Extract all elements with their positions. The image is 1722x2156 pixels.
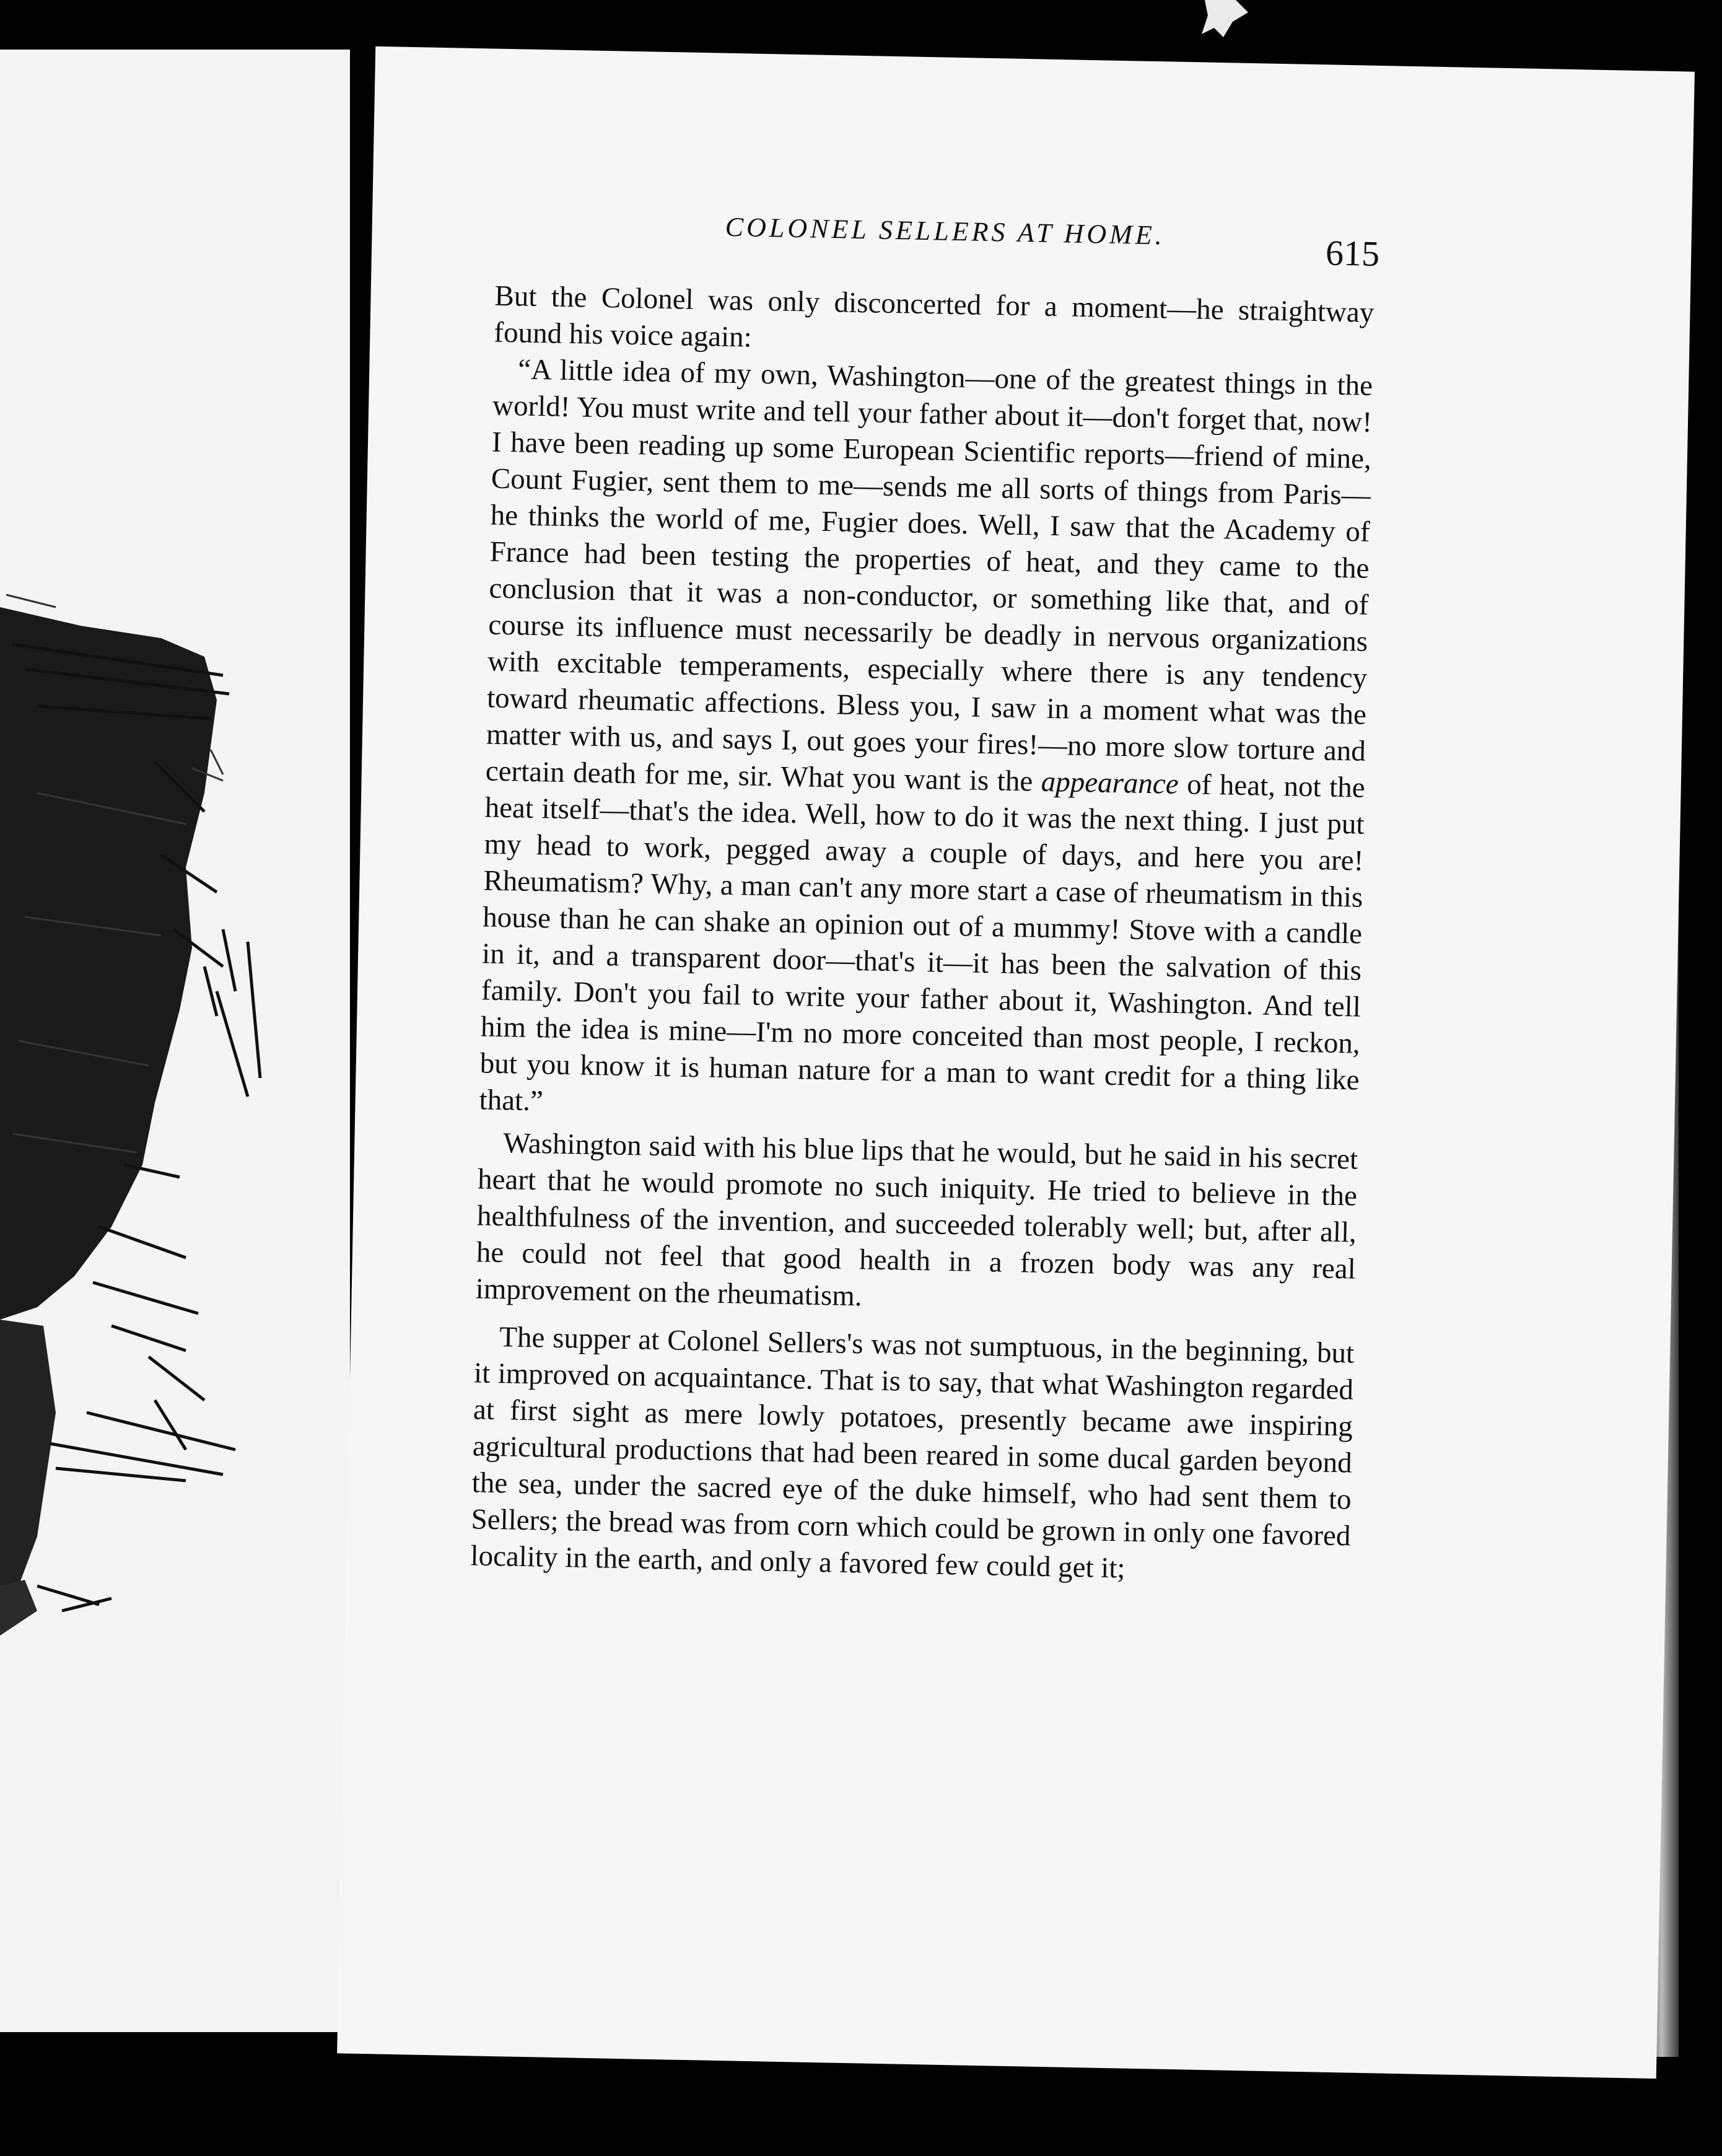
- paragraph: The supper at Colonel Sellers's was not sumptuous, in the beginning, but it improved on acquaintance. That is to say, that what Washington regarded at first sight as mere lowly potatoes, presently became awe inspiring agricultural productions that had been reared in some ducal garden beyond the sea, under the sacred eye of the duke himself, who had sent them to Sellers; the bread was from corn which could be grown in only one favored locality in the earth, and only a favored few could get it;: [470, 1321, 1355, 1585]
- page-number: 615: [1325, 232, 1380, 274]
- left-facing-page: [0, 50, 350, 2032]
- engraving-illustration-fragment: [0, 50, 350, 2032]
- paragraph: “A little idea of my own, Washington—one of the greatest things in the world! You must write and tell your father about it—don't forget that, now! I have been reading up some European Scientific reports—friend of mine, Count Fugier, sent them to me—sends me all sorts of things from Paris—he thinks the world of me, Fugier does. Well, I saw that the Academy of France had been testing the properties of heat, and they came to the conclusion that it was a non-conductor, or something like that, and of course its influence must necessarily be deadly in nervous organizations with excitable temperaments, especially where there is any tendency toward rheumatic affections. Bless you, I saw in a moment what was the matter with us, and says I, out goes your fires!—no more slow torture and certain death for me, sir. What you want is the appearance of heat, not the heat itself—that's the idea. Well, how to do it was the next thing. I just put my head to work, pegged away a couple of days, and here you are! Rheumatism? Why, a man can't any more start a case of rheumatism in this house than he can shake an opinion out of a mummy! Stove with a candle in it, and a transparent door—that's it—it has been the salvation of this family. Don't you fail to write your father about it, Washington. And tell him the idea is mine—I'm no more conceited than most people, I reckon, but you know it is human nature for a man to want credit for a thing like that.”: [479, 353, 1373, 1118]
- running-head: COLONEL SELLERS AT HOME.: [725, 211, 1166, 251]
- scanner-speck: [1199, 0, 1254, 43]
- paragraph: But the Colonel was only disconcerted for a moment—he straightway found his voice again:: [493, 279, 1375, 354]
- emphasized-word: appearance: [1041, 765, 1179, 800]
- book-page: [337, 46, 1695, 2079]
- body-text: [470, 278, 1375, 1592]
- paragraph: Washington said with his blue lips that he would, but he said in his secret heart that he would promote no such iniquity. He tried to believe in the healthfulness of the invention, and succeeded tolerably well; but, after all, he could not feel that good health in a frozen body was any real improvement on the rheumatism.: [475, 1127, 1358, 1313]
